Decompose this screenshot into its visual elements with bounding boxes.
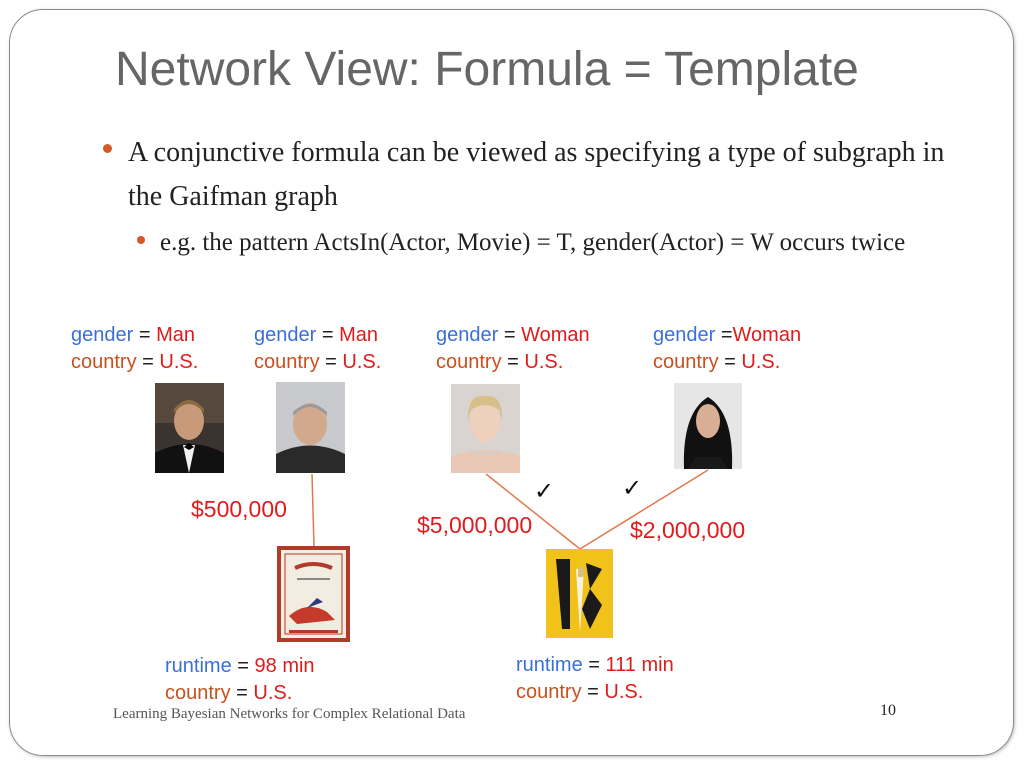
actor1-gender-label: gender = Man [71,324,195,346]
movie2-poster [546,549,613,638]
movie1-country-value: U.S. [253,682,293,704]
page-number: 10 [880,702,896,719]
bullet-text-2: e.g. the pattern ActsIn(Actor, Movie) = T, gender(Actor) = W occurs twice [160,229,906,256]
checkmark-icon: ✓ [622,474,643,502]
actor3-country-label: country = U.S. [436,351,564,373]
actor2-photo [276,382,345,473]
actor2-gender-label: gender = Man [254,324,378,346]
actor3-gender-value: Woman [521,324,590,346]
edge-actor2-fargo [312,474,314,546]
movie1-runtime-label: runtime = 98 min [165,655,315,677]
actor3-photo [451,384,520,473]
actor1-gender-value: Man [156,324,195,346]
movie2-runtime-label: runtime = 111 min [516,654,674,676]
bullet-text-1: A conjunctive formula can be viewed as specifying a type of subgraph in the Gaifman graph [128,137,945,212]
movie1-runtime-value: 98 min [254,655,315,677]
edge-label-salary-3: $2,000,000 [630,517,746,543]
actor2-country-value: U.S. [342,351,382,373]
movie2-runtime-value: 111 min [605,654,674,676]
edge-label-salary-2: $5,000,000 [417,512,533,538]
actor4-gender-value: Woman [732,324,802,346]
slide-footer: Learning Bayesian Networks for Complex Relational Data [113,706,466,722]
actor1-country-label: country = U.S. [71,351,199,373]
actor3-country-value: U.S. [524,351,564,373]
checkmark-icon: ✓ [534,477,555,505]
actor1-country-value: U.S. [159,351,199,373]
actor3-gender-label: gender = Woman [436,324,590,346]
actor4-country-label: country = U.S. [653,351,781,373]
movie1-poster [277,546,350,642]
actor4-photo [674,383,742,469]
actor1-photo [155,383,224,473]
edge-label-salary-1: $500,000 [191,496,287,522]
slide-title: Network View: Formula = Template [115,43,859,96]
movie2-country-value: U.S. [604,681,644,703]
movie1-country-label: country = U.S. [165,682,293,704]
actor4-country-value: U.S. [741,351,781,373]
movie2-country-label: country = U.S. [516,681,644,703]
actor4-gender-label: gender =Woman [653,324,802,346]
actor2-gender-value: Man [339,324,378,346]
actor2-country-label: country = U.S. [254,351,382,373]
